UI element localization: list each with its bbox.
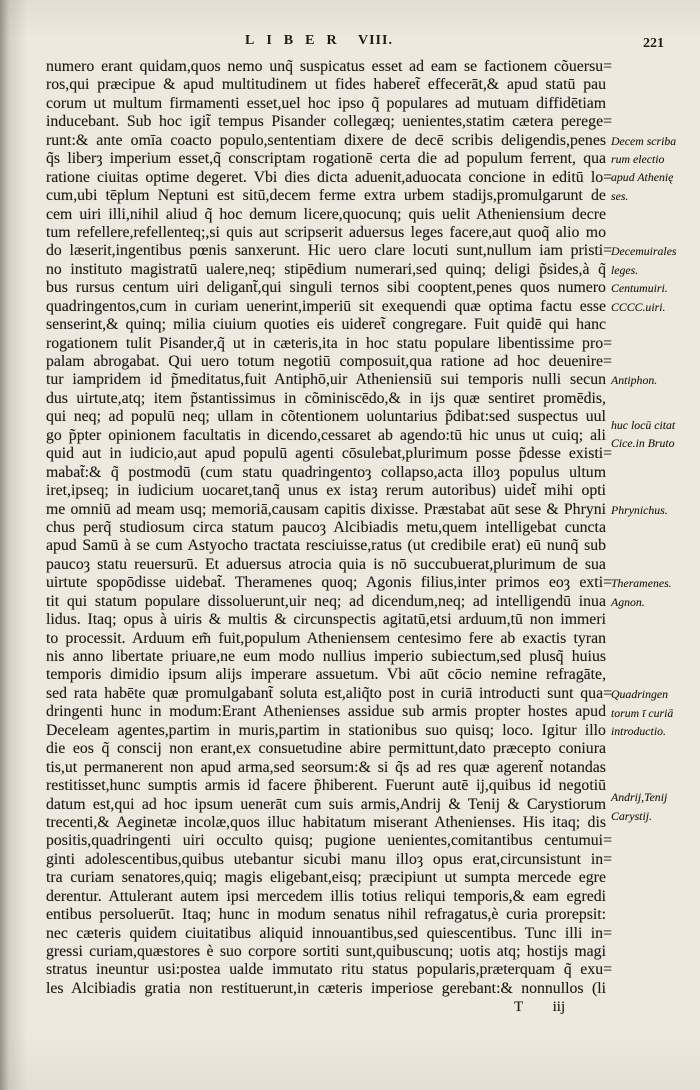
text-line-content: no instituto magistratū ualere,neq; stipēdium numerari,sed quinq; deligi p̃sides,à q̃ bbox=[46, 260, 606, 278]
text-line-content: iret,ipseq; in iudicium uocaret,tanq̃ unus ex istaȝ rerum autoribus) uidet̃ mihi opti bbox=[46, 482, 607, 500]
text-line bbox=[46, 740, 616, 758]
running-title: LIBER bbox=[245, 33, 349, 48]
margin-note-line: Carystij. bbox=[611, 808, 652, 823]
margin-note-line: apud Athenię bbox=[611, 170, 674, 185]
text-line bbox=[46, 187, 616, 205]
text-line bbox=[46, 316, 616, 334]
text-line bbox=[46, 759, 616, 777]
text-line-content: entibus persoluerūt. Itaq; hunc in modum senatus nihil refragatus,è curia prorepsit: bbox=[46, 906, 607, 924]
text-line bbox=[46, 630, 616, 648]
text-line bbox=[46, 150, 616, 168]
margin-note-line: Theramenes. bbox=[611, 576, 672, 591]
text-line-content: chus perq̃ studiosum circa statum paucoȝ Alcibiadis metu,quem intelligebat cuncta bbox=[46, 518, 606, 536]
text-line bbox=[46, 832, 616, 850]
text-line bbox=[46, 519, 616, 537]
text-line-content: paucoȝ statu reuersurū. Et aduersus atrocia quia is nō succubuerat,plurimum de sua bbox=[46, 555, 606, 573]
text-line-content: gressi curiam,quæstores è suo corpore sortiti sunt,quibuscunq; uotis atq; hostijs magi bbox=[46, 943, 606, 960]
text-line-content: cum,ubi tēplum Neptuni est sitū,decem ferme extra urbem stadijs,promulgarunt de bbox=[46, 187, 606, 205]
text-line bbox=[46, 961, 616, 979]
text-line-content: tit qui statum populare dissoluerunt,uir neq; ad dicendum,neq; ad intelligendū inua bbox=[46, 592, 606, 610]
margin-note-theramenes bbox=[611, 574, 672, 611]
margin-note-line: Agnon. bbox=[611, 594, 645, 609]
text-line-content: ratione ciuitas optime degeret. Vbi dies dicta aduenit,aduocata concione in editū lo= bbox=[46, 168, 613, 186]
text-line bbox=[46, 574, 616, 592]
margin-note-line: Decem scriba bbox=[611, 133, 677, 148]
text-line-content: apud Samū à se cum Astyocho tractata resciuisse,ratus (ut credibile erat) eū nunq̃ sub bbox=[46, 537, 607, 555]
text-line bbox=[46, 371, 616, 389]
text-line-content: runt:& ante omīa coacto populo,sententiam dixere de decē scribis deligendis,penes bbox=[46, 131, 606, 149]
text-line-content: senserint,& quinq; milia ciuium quoties eis uideret̃ congregare. Fuit quidē qui hanc bbox=[46, 316, 607, 334]
text-line-content: restitisset,hunc sumptis armis id facere p̃hiberent. Fuerunt autē ij,quibus id negotiū bbox=[46, 777, 607, 795]
text-line-content: tur iampridem id p̃meditatus,fuit Antiphō,uir Atheniensiū sui temporis nulli secun bbox=[46, 371, 606, 389]
text-line-content: positis,quadringenti uiri occulto quisq; pugione uenientes,comitantibus centumui= bbox=[46, 832, 612, 850]
margin-note-cicero bbox=[611, 416, 675, 453]
margin-note-line: torum ī curiā bbox=[611, 705, 674, 720]
margin-note-cccc-uiri bbox=[611, 298, 665, 316]
margin-note-line: Phrynichus. bbox=[611, 502, 668, 517]
text-line bbox=[46, 261, 616, 279]
text-line-content: tum refellere,refellenteq;,si quis aut scripserit aduersus leges facere,aut quoq̃ alio mo bbox=[46, 223, 606, 241]
text-line bbox=[46, 556, 616, 574]
text-line bbox=[46, 408, 616, 426]
text-line bbox=[46, 685, 616, 703]
text-line-content: quadringentos,cum in curiam uenerint,imperiū sit exequendi quæ optima factu esse bbox=[46, 297, 607, 315]
text-line bbox=[46, 445, 616, 463]
text-line bbox=[46, 703, 616, 721]
text-line-content: les Alcibiadis gratia non restituerunt,in cæteris imperiose gerebant:& nonnullos (li bbox=[46, 979, 607, 997]
text-line-content: nis anno libertate priuare,ne eum modo nullius imperio subiectum,sed plusq̃ huius bbox=[46, 648, 606, 665]
text-line bbox=[46, 335, 616, 353]
text-line-content: to processit. Arduum em̃ fuit,populum Atheniensem centesimo fere ab exactis tyran bbox=[46, 629, 607, 647]
text-line-content: datum est,qui ad hoc ipsum uenerāt cum suis armis,Andrij & Tenij & Carystiorum bbox=[46, 795, 606, 813]
text-line bbox=[46, 169, 616, 187]
text-line bbox=[46, 58, 616, 76]
text-line-content: cem uiri illi,nihil aliud q̃ hoc demum licere,quocunq; quis uelit Atheniensium decre bbox=[46, 205, 606, 223]
text-line bbox=[46, 482, 616, 500]
text-line bbox=[46, 464, 616, 482]
text-line bbox=[46, 593, 616, 611]
margin-note-line: huc locū citat bbox=[611, 417, 676, 432]
text-line bbox=[46, 298, 616, 316]
text-line-content: ginti adolescentibus,quibus utebantur sicubi manu illoȝ opus erat,circunsistunt in= bbox=[46, 850, 613, 868]
text-line-content: qui neq; ad populū neq; ullam in cõtentionem uoluntarius p̃dibat:sed suspectus uul bbox=[46, 408, 606, 426]
text-line-content: numero erant quidam,quos nemo unq̃ suspicatus esset ad eam se factionem cõuersu= bbox=[46, 58, 613, 75]
text-line-content: sed rata habēte quæ promulgabant̃ soluta est,aliq̃to post in curiā introducti sunt qua= bbox=[46, 684, 613, 702]
text-line bbox=[46, 279, 616, 297]
margin-note-line: Antiphon. bbox=[611, 373, 658, 388]
text-line-content: nec cæteris quidem ciuitatibus aliquid innouantibus,sed quiescentibus. Tunc illi in= bbox=[46, 924, 612, 942]
text-line-content: me omniū ad meam usq; memoriā,causam capitis dixisse. Præstabat aūt sese & Phryni bbox=[46, 500, 607, 518]
text-line-content: ros,qui præcipue & apud multitudinem ut fides haberet̃ effecerāt,& apud statū pau bbox=[46, 76, 607, 94]
text-line-content: bus rursus centum uiri deligant̃,qui singuli ternos sibi cooptent,penes quos numero bbox=[46, 279, 606, 297]
text-line bbox=[46, 353, 616, 371]
text-line bbox=[46, 925, 616, 943]
margin-note-line: CCCC.uiri. bbox=[611, 299, 666, 314]
text-line-content: derentur. Attulerant autem ipsi mercedem illis totius reliqui temporis,& eam egredi bbox=[46, 887, 607, 905]
text-line bbox=[46, 814, 616, 832]
text-line-content: die eos q̃ conscij non erant,ex consuetudine abire permittunt,dato præcepto coniura bbox=[46, 740, 606, 758]
text-line-content: dringenti hunc in modum:Erant Athenienses assidue sub armis propter hostes apud bbox=[46, 703, 606, 721]
text-line bbox=[46, 888, 616, 906]
text-line bbox=[46, 76, 616, 94]
text-line-content: inducebant. Sub hoc igit̃ tempus Pisander collegæq; uenientes,statim cætera perege= bbox=[46, 113, 612, 131]
text-line bbox=[46, 980, 616, 998]
text-line bbox=[46, 206, 616, 224]
text-line-content: quid aut in iudicio,aut apud populū agenti cōsulebat,plurimum posse p̃desse existi= bbox=[46, 445, 613, 463]
text-line-content: do læserit,ingentibus pœnis sanxerunt. Hic uero clare locuti sunt,nullum iam pristi= bbox=[46, 242, 613, 260]
text-line-content: tis,ut permanerent non apud arma,sed seorsum:& si q̃s ad res quæ agerent̃ notandas bbox=[46, 758, 606, 776]
page-number: 221 bbox=[643, 36, 664, 51]
text-line bbox=[46, 796, 616, 814]
margin-note-line: Decemuirales bbox=[611, 244, 677, 259]
text-line-content: trecenti,& Aeginetæ incolæ,quos illuc habitatum miserant Athenienses. His itaq; dis bbox=[46, 813, 606, 831]
margin-note-line: rum electio bbox=[611, 152, 665, 167]
text-line bbox=[46, 851, 616, 869]
text-line bbox=[46, 224, 616, 242]
text-line bbox=[46, 611, 616, 629]
text-line-content: tra curiam senatores,quiq; magis eligebant,eisq; præcipiunt ut sumpta mercede egre bbox=[46, 869, 606, 887]
text-line-content: temporis dimidio ipsum alijs imperare assuetum. Vbi aūt cōcio nemine refragāte, bbox=[46, 666, 607, 684]
margin-note-line: ses. bbox=[611, 188, 629, 203]
text-line-content: lidus. Itaq; opus à uiris & multis & circunspectis agitatū,etsi arduum,tū non immeri bbox=[46, 611, 606, 629]
text-line bbox=[46, 390, 616, 408]
text-line bbox=[46, 906, 616, 924]
text-line bbox=[46, 943, 616, 961]
margin-note-line: Centumuiri. bbox=[611, 281, 668, 296]
text-line-content: go p̃pter opinionem facultatis in dicendo,cessaret ab agendo:tū hic unus ut cuiq; ali bbox=[46, 426, 606, 444]
text-line bbox=[46, 777, 616, 795]
margin-note-antiphon bbox=[611, 371, 657, 389]
text-line-content: stratus ineuntur usi:postea ualde immutato ritu status popularis,præterquam q̃ exu= bbox=[46, 961, 613, 979]
text-line-content: mabat̃:& q̃ postmodū (cum statu quadringentoȝ collapso,acta illoȝ populus ultum bbox=[46, 463, 606, 481]
margin-note-decem-scribae bbox=[611, 132, 676, 206]
margin-note-phrynichus bbox=[611, 501, 668, 519]
margin-note-line: Cice.in Bruto bbox=[611, 436, 675, 451]
signature-mark: T iij bbox=[514, 999, 566, 1015]
margin-note-line: Andrij,Tenij bbox=[611, 790, 668, 805]
text-line-content: Deceleam agentes,partim in muris,partim in stationibus suo quisq; loco. Igitur illo bbox=[46, 721, 606, 739]
text-line bbox=[46, 242, 616, 260]
text-line bbox=[46, 666, 616, 684]
main-text-column bbox=[46, 58, 616, 998]
text-line bbox=[46, 427, 616, 445]
text-line-content: palam abrogabat. Qui uero totum negotiū composuit,qua ratione ad hoc deuenire= bbox=[46, 353, 612, 370]
text-line bbox=[46, 869, 616, 887]
text-line-content: q̃s liberȝ imperium esset,q̃ conscriptam rogationē certa die ad populum ferrent, qua bbox=[46, 150, 607, 168]
margin-note-quadringenti bbox=[611, 685, 673, 740]
text-line-content: rogationem tulit Pisander,q̃ ut in cæteris,ita in hoc statu populare libentissime pro= bbox=[46, 334, 613, 352]
text-line-content: uirtute spopōdisse uidebat̃. Theramenes quoq; Agonis filius,inter primos eoȝ exti= bbox=[46, 574, 612, 592]
text-line bbox=[46, 132, 616, 150]
margin-note-line: leges. bbox=[611, 262, 639, 277]
book-number: VIII. bbox=[358, 33, 393, 48]
text-line bbox=[46, 113, 616, 131]
text-line-content: dus uirtute,atq; item p̃stantissimus in cõminiscēdo,& in ijs quæ sentiret promēdis, bbox=[46, 389, 606, 407]
text-line-content: corum ut multum firmamenti esset,uel hoc ipso q̃ populares ad mutuam diffidētiam bbox=[46, 94, 607, 112]
text-line bbox=[46, 95, 616, 113]
margin-note-line: Quadringen bbox=[611, 687, 669, 702]
text-line bbox=[46, 648, 616, 666]
text-line bbox=[46, 501, 616, 519]
margin-note-decemuirales bbox=[611, 242, 677, 279]
margin-note-line: introductio. bbox=[611, 723, 666, 738]
margin-note-centumuiri bbox=[611, 279, 668, 297]
text-line bbox=[46, 722, 616, 740]
margin-note-andrij-tenij bbox=[611, 788, 667, 825]
text-line bbox=[46, 537, 616, 555]
